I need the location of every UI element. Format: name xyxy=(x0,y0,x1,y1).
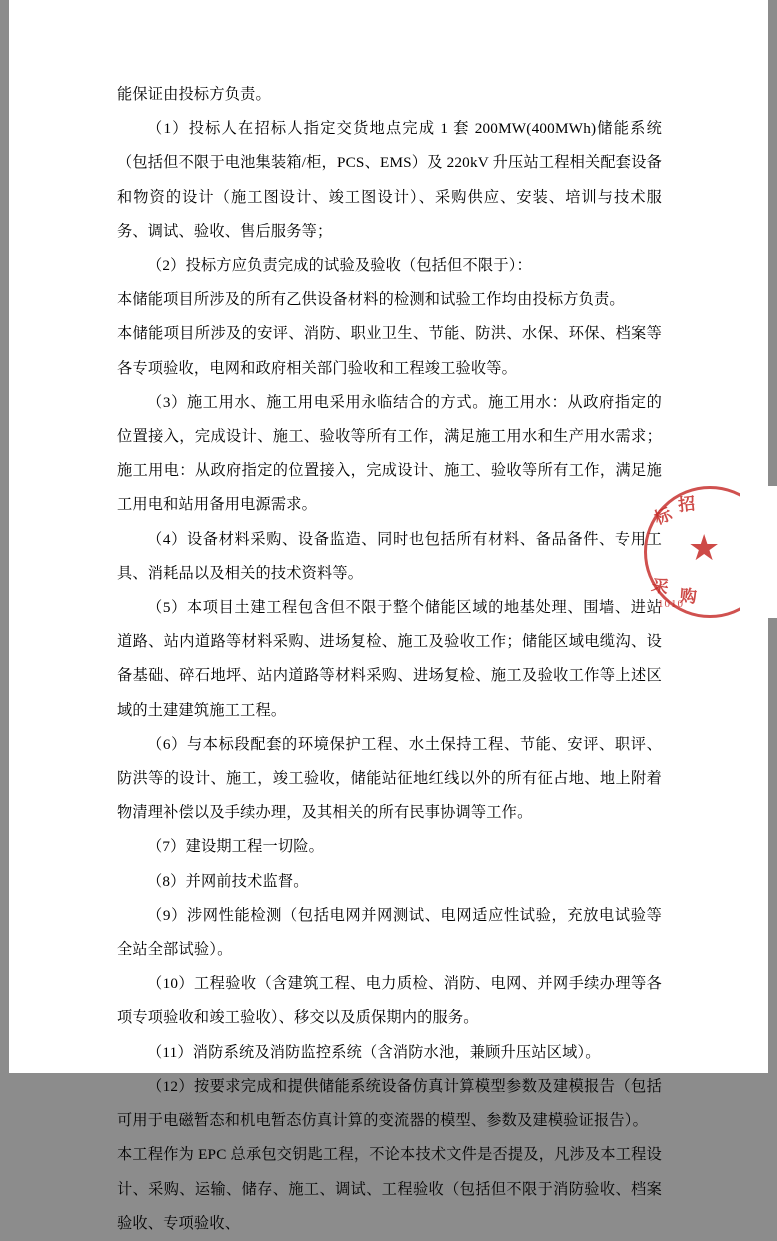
paragraph: （10）工程验收（含建筑工程、电力质检、消防、电网、并网手续办理等各项专项验收和竣工验收）、移交以及质保期内的服务。 xyxy=(117,975,662,1027)
paragraph: 本储能项目所涉及的所有乙供设备材料的检测和试验工作均由投标方负责。 xyxy=(117,291,625,309)
paragraph: 本储能项目所涉及的安评、消防、职业卫生、节能、防洪、水保、环保、档案等各专项验收，电网和政府相关部门验收和工程竣工验收等。 xyxy=(117,325,662,377)
document-page xyxy=(9,0,768,1232)
paragraph: （3）施工用水、施工用电采用永临结合的方式。施工用水：从政府指定的位置接入，完成设计、施工、验收等所有工作，满足施工用水和生产用水需求；施工用电：从政府指定的位置接入，完成设计、施工、验收等所有工作，满足施工用电和站用备用电源需求。 xyxy=(117,393,662,514)
paragraph: （6）与本标段配套的环境保护工程、水土保持工程、节能、安评、职评、防洪等的设计、施工，竣工验收，储能站征地红线以外的所有征占地、地上附着物清理补偿以及手续办理，及其相关的所有民事协调等工作。 xyxy=(117,735,662,822)
seal-ring xyxy=(644,486,776,618)
paragraph: （7）建设期工程一切险。 xyxy=(147,838,325,856)
seal-clip-mask xyxy=(740,486,777,618)
paragraph: （4）设备材料采购、设备监造、同时也包括所有材料、备品备件、专用工具、消耗品以及相关的技术资料等。 xyxy=(117,530,662,582)
paragraph: （5）本项目土建工程包含但不限于整个储能区域的地基处理、围墙、进站道路、站内道路等材料采购、进场复检、施工及验收工作；储能区域电缆沟、设备基础、碎石地坪、站内道路等材料采购、进场复检、施工及验收工作等上述区域的土建建筑施工工程。 xyxy=(117,599,662,719)
seal-text: 招 xyxy=(677,494,697,515)
paragraph: （11）消防系统及消防监控系统（含消防水池，兼顾升压站区域）。 xyxy=(147,1043,601,1061)
paragraph: （12）按要求完成和提供储能系统设备仿真计算模型参数及建模报告（包括可用于电磁暂态和机电暂态仿真计算的变流器的模型、参数及建模验证报告）。 xyxy=(117,1077,662,1130)
paragraph: （8）并网前技术监督。 xyxy=(147,872,309,890)
seal-text: 购 xyxy=(679,586,698,607)
document-body xyxy=(117,78,662,1241)
paragraph: 本工程作为 EPC 总承包交钥匙工程，不论本技术文件是否提及，凡涉及本工程设计、采购、运输、储存、施工、调试、工程验收（包括但不限于消防验收、档案验收、专项验收、 xyxy=(117,1146,662,1232)
paragraph: 能保证由投标方负责。 xyxy=(117,86,271,103)
seal-text: 标 xyxy=(651,504,675,529)
paragraph: （9）涉网性能检测（包括电网并网测试、电网适应性试验，充放电试验等全站全部试验）。 xyxy=(117,906,662,959)
paragraph: （1）投标人在招标人指定交货地点完成 1 套 200MW(400MWh)储能系统（包括但不限于电池集装箱/柜，PCS、EMS）及 220kV 升压站工程相关配套设备和物资的设计（施工图设计、竣工图设计）、采购供应、安装、培训与技术服务、调试、验收、售后服务等； xyxy=(117,120,662,240)
paragraph: （2）投标方应负责完成的试验及验收（包括但不限于）： xyxy=(147,257,532,275)
official-seal-stamp xyxy=(644,486,776,618)
seal-number: 1010 xyxy=(658,598,684,610)
seal-text: 采 xyxy=(649,575,671,598)
seal-star-icon: ★ xyxy=(688,528,721,568)
